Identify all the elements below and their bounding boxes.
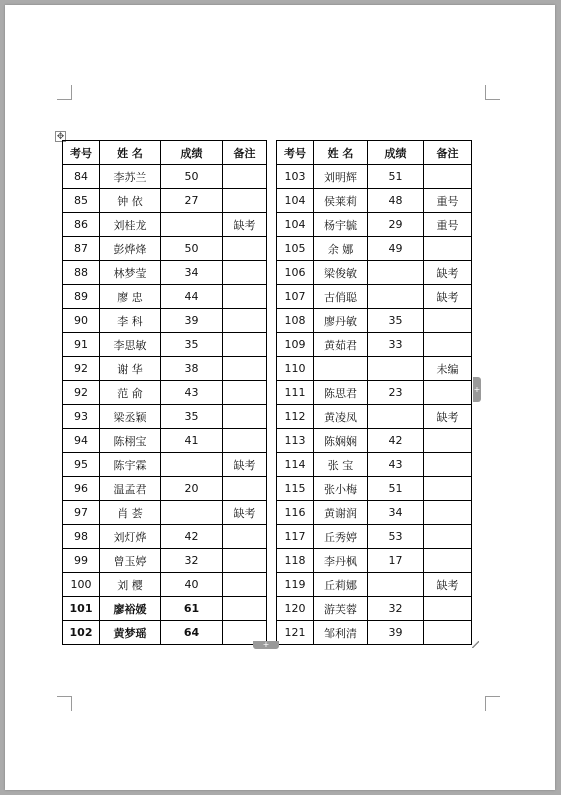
cell-name[interactable]: 陈栩宝 — [100, 429, 161, 453]
cell-score[interactable]: 48 — [368, 189, 424, 213]
cell-id[interactable]: 120 — [277, 597, 314, 621]
table-row — [63, 405, 267, 429]
cell-id[interactable]: 106 — [277, 261, 314, 285]
cell-note[interactable] — [223, 381, 267, 405]
cell-name[interactable]: 李苏兰 — [100, 165, 161, 189]
cell-name[interactable]: 黄凌凤 — [314, 405, 368, 429]
cell-id[interactable]: 86 — [63, 213, 100, 237]
cell-note[interactable] — [223, 477, 267, 501]
cell-name[interactable]: 黄谢润 — [314, 501, 368, 525]
cell-id[interactable]: 97 — [63, 501, 100, 525]
cell-note[interactable]: 缺考 — [424, 261, 472, 285]
add-row-plus-icon[interactable]: + — [253, 641, 279, 649]
cell-name[interactable] — [314, 357, 368, 381]
cell-note[interactable]: 重号 — [424, 189, 472, 213]
cell-score[interactable]: 29 — [368, 213, 424, 237]
cell-name[interactable]: 余 娜 — [314, 237, 368, 261]
header-note: 备注 — [424, 141, 472, 165]
cell-name[interactable]: 黄梦瑶 — [100, 621, 161, 645]
table-row — [63, 477, 267, 501]
cell-note[interactable] — [223, 165, 267, 189]
cell-score[interactable]: 51 — [368, 477, 424, 501]
cell-score[interactable] — [161, 213, 223, 237]
cell-note[interactable] — [223, 261, 267, 285]
header-id: 考号 — [63, 141, 100, 165]
score-table-right — [276, 140, 472, 645]
table-row — [63, 453, 267, 477]
cell-name[interactable]: 梁俊敏 — [314, 261, 368, 285]
table-row — [277, 597, 472, 621]
table-resize-icon[interactable] — [472, 641, 479, 648]
cell-name[interactable]: 侯莱莉 — [314, 189, 368, 213]
header-name: 姓 名 — [314, 141, 368, 165]
table-row — [63, 549, 267, 573]
cell-id[interactable]: 98 — [63, 525, 100, 549]
cell-score[interactable]: 51 — [368, 165, 424, 189]
table-move-handle-icon[interactable]: ✥ — [56, 132, 65, 142]
cell-name[interactable]: 肖 荟 — [100, 501, 161, 525]
cell-note[interactable] — [223, 333, 267, 357]
table-row — [277, 165, 472, 189]
header-name: 姓 名 — [100, 141, 161, 165]
cell-id[interactable]: 107 — [277, 285, 314, 309]
cell-name[interactable]: 林梦莹 — [100, 261, 161, 285]
cell-note[interactable] — [223, 525, 267, 549]
table-row — [277, 381, 472, 405]
cell-score[interactable]: 64 — [161, 621, 223, 645]
cell-note[interactable] — [223, 573, 267, 597]
cell-name[interactable]: 古俏聪 — [314, 285, 368, 309]
cell-id[interactable]: 110 — [277, 357, 314, 381]
cell-id[interactable]: 101 — [63, 597, 100, 621]
cell-id[interactable]: 87 — [63, 237, 100, 261]
cell-name[interactable]: 谢 华 — [100, 357, 161, 381]
cell-name[interactable]: 彭烨烽 — [100, 237, 161, 261]
cell-name[interactable]: 陈宇霖 — [100, 453, 161, 477]
cell-score[interactable]: 32 — [368, 597, 424, 621]
cell-note[interactable]: 缺考 — [424, 573, 472, 597]
cell-id[interactable]: 111 — [277, 381, 314, 405]
table-row — [63, 621, 267, 645]
cell-score[interactable]: 23 — [368, 381, 424, 405]
cell-score[interactable] — [368, 405, 424, 429]
table-row — [63, 525, 267, 549]
cell-id[interactable]: 121 — [277, 621, 314, 645]
cell-name[interactable]: 张 宝 — [314, 453, 368, 477]
cell-note[interactable]: 缺考 — [223, 213, 267, 237]
table-row — [63, 213, 267, 237]
cell-note[interactable]: 缺考 — [223, 453, 267, 477]
cell-id[interactable]: 92 — [63, 381, 100, 405]
cell-note[interactable] — [223, 549, 267, 573]
header-score: 成绩 — [161, 141, 223, 165]
cell-note[interactable]: 缺考 — [223, 501, 267, 525]
cell-score[interactable]: 33 — [368, 333, 424, 357]
cell-name[interactable]: 丘秀婷 — [314, 525, 368, 549]
table-row — [277, 405, 472, 429]
cell-name[interactable]: 廖丹敏 — [314, 309, 368, 333]
table-row — [277, 357, 472, 381]
cell-note[interactable] — [223, 405, 267, 429]
cell-note[interactable] — [223, 237, 267, 261]
cell-note[interactable] — [223, 189, 267, 213]
cell-score[interactable]: 53 — [368, 525, 424, 549]
cell-score[interactable]: 17 — [368, 549, 424, 573]
table-row — [63, 597, 267, 621]
cell-id[interactable]: 114 — [277, 453, 314, 477]
cell-note[interactable] — [424, 237, 472, 261]
table-row — [277, 429, 472, 453]
cell-name[interactable]: 刘灯烨 — [100, 525, 161, 549]
cell-name[interactable]: 范 俞 — [100, 381, 161, 405]
cell-name[interactable]: 曾玉婷 — [100, 549, 161, 573]
cell-name[interactable]: 李思敏 — [100, 333, 161, 357]
cell-score[interactable]: 34 — [368, 501, 424, 525]
cell-id[interactable]: 113 — [277, 429, 314, 453]
cell-name[interactable]: 刘桂龙 — [100, 213, 161, 237]
table-row — [277, 309, 472, 333]
cell-score[interactable]: 27 — [161, 189, 223, 213]
table-row — [277, 237, 472, 261]
table-row — [277, 621, 472, 645]
header-note: 备注 — [223, 141, 267, 165]
cell-name[interactable]: 张小梅 — [314, 477, 368, 501]
cell-id[interactable]: 104 — [277, 189, 314, 213]
cell-score[interactable]: 39 — [368, 621, 424, 645]
cell-name[interactable]: 刘明辉 — [314, 165, 368, 189]
header-score: 成绩 — [368, 141, 424, 165]
table-row — [277, 333, 472, 357]
table-header-row — [63, 141, 267, 165]
cell-name[interactable]: 杨宇毓 — [314, 213, 368, 237]
cell-score[interactable]: 35 — [368, 309, 424, 333]
cell-id[interactable]: 100 — [63, 573, 100, 597]
cell-name[interactable]: 刘 樱 — [100, 573, 161, 597]
cell-score[interactable]: 38 — [161, 357, 223, 381]
cell-id[interactable]: 116 — [277, 501, 314, 525]
crop-mark-top-left — [57, 85, 72, 100]
table-row — [63, 381, 267, 405]
cell-id[interactable]: 108 — [277, 309, 314, 333]
table-row — [63, 573, 267, 597]
cell-score[interactable]: 40 — [161, 573, 223, 597]
cell-score[interactable]: 61 — [161, 597, 223, 621]
cell-name[interactable]: 黄茹君 — [314, 333, 368, 357]
cell-score[interactable] — [161, 453, 223, 477]
table-row — [63, 429, 267, 453]
cell-score[interactable]: 41 — [161, 429, 223, 453]
cell-name[interactable]: 陈思君 — [314, 381, 368, 405]
table-header-row — [277, 141, 472, 165]
cell-id[interactable]: 119 — [277, 573, 314, 597]
cell-score[interactable] — [368, 285, 424, 309]
cell-id[interactable]: 92 — [63, 357, 100, 381]
table-row — [63, 309, 267, 333]
cell-note[interactable] — [424, 597, 472, 621]
table-row — [63, 189, 267, 213]
cell-note[interactable] — [424, 477, 472, 501]
cell-score[interactable]: 50 — [161, 237, 223, 261]
cell-name[interactable]: 廖 忠 — [100, 285, 161, 309]
add-column-plus-icon[interactable]: + — [473, 377, 481, 402]
cell-note[interactable] — [424, 549, 472, 573]
cell-score[interactable]: 43 — [161, 381, 223, 405]
cell-note[interactable]: 缺考 — [424, 405, 472, 429]
cell-note[interactable] — [424, 333, 472, 357]
table-row — [277, 549, 472, 573]
cell-id[interactable]: 103 — [277, 165, 314, 189]
cell-score[interactable]: 42 — [368, 429, 424, 453]
table-row — [63, 261, 267, 285]
cell-score[interactable]: 35 — [161, 405, 223, 429]
cell-note[interactable] — [424, 165, 472, 189]
cell-score[interactable] — [368, 357, 424, 381]
cell-note[interactable]: 重号 — [424, 213, 472, 237]
table-row — [63, 501, 267, 525]
cell-score[interactable]: 43 — [368, 453, 424, 477]
cell-score[interactable]: 42 — [161, 525, 223, 549]
cell-id[interactable]: 94 — [63, 429, 100, 453]
cell-id[interactable]: 93 — [63, 405, 100, 429]
cell-name[interactable]: 廖裕媛 — [100, 597, 161, 621]
crop-mark-bottom-left — [57, 696, 72, 711]
table-row — [277, 213, 472, 237]
cell-score[interactable]: 32 — [161, 549, 223, 573]
cell-note[interactable] — [223, 597, 267, 621]
cell-id[interactable]: 117 — [277, 525, 314, 549]
cell-note[interactable] — [223, 285, 267, 309]
cell-id[interactable]: 115 — [277, 477, 314, 501]
cell-name[interactable]: 钟 依 — [100, 189, 161, 213]
cell-id[interactable]: 102 — [63, 621, 100, 645]
table-row — [277, 453, 472, 477]
cell-id[interactable]: 99 — [63, 549, 100, 573]
cell-name[interactable]: 李丹枫 — [314, 549, 368, 573]
table-row — [277, 285, 472, 309]
cell-name[interactable]: 游芙蓉 — [314, 597, 368, 621]
table-row — [277, 261, 472, 285]
cell-score[interactable] — [368, 261, 424, 285]
cell-note[interactable] — [223, 357, 267, 381]
cell-id[interactable]: 112 — [277, 405, 314, 429]
cell-note[interactable] — [424, 429, 472, 453]
cell-score[interactable] — [161, 501, 223, 525]
cell-note[interactable] — [424, 501, 472, 525]
cell-score[interactable]: 49 — [368, 237, 424, 261]
cell-note[interactable]: 未编 — [424, 357, 472, 381]
cell-score[interactable]: 44 — [161, 285, 223, 309]
cell-id[interactable]: 105 — [277, 237, 314, 261]
table-row — [277, 501, 472, 525]
table-row — [277, 573, 472, 597]
cell-id[interactable]: 91 — [63, 333, 100, 357]
cell-score[interactable]: 35 — [161, 333, 223, 357]
cell-score[interactable]: 50 — [161, 165, 223, 189]
cell-id[interactable]: 109 — [277, 333, 314, 357]
cell-name[interactable]: 梁丞颖 — [100, 405, 161, 429]
cell-note[interactable] — [424, 309, 472, 333]
cell-name[interactable]: 邹利清 — [314, 621, 368, 645]
score-table-left — [62, 140, 267, 645]
cell-note[interactable] — [223, 309, 267, 333]
cell-id[interactable]: 104 — [277, 213, 314, 237]
table-row — [63, 165, 267, 189]
cell-note[interactable] — [424, 381, 472, 405]
cell-note[interactable] — [424, 621, 472, 645]
cell-score[interactable]: 20 — [161, 477, 223, 501]
table-row — [63, 357, 267, 381]
cell-note[interactable]: 缺考 — [424, 285, 472, 309]
cell-note[interactable] — [424, 525, 472, 549]
cell-id[interactable]: 84 — [63, 165, 100, 189]
cell-score[interactable]: 34 — [161, 261, 223, 285]
cell-id[interactable]: 96 — [63, 477, 100, 501]
cell-name[interactable]: 陈娴娴 — [314, 429, 368, 453]
cell-name[interactable]: 李 科 — [100, 309, 161, 333]
table-row — [277, 525, 472, 549]
table-row — [63, 333, 267, 357]
cell-id[interactable]: 118 — [277, 549, 314, 573]
table-row — [63, 237, 267, 261]
cell-note[interactable] — [223, 429, 267, 453]
cell-id[interactable]: 90 — [63, 309, 100, 333]
table-row — [63, 285, 267, 309]
table-row — [277, 189, 472, 213]
cell-id[interactable]: 85 — [63, 189, 100, 213]
cell-name[interactable]: 丘莉娜 — [314, 573, 368, 597]
crop-mark-bottom-right — [485, 696, 500, 711]
cell-score[interactable]: 39 — [161, 309, 223, 333]
header-id: 考号 — [277, 141, 314, 165]
cell-id[interactable]: 88 — [63, 261, 100, 285]
cell-score[interactable] — [368, 573, 424, 597]
cell-id[interactable]: 89 — [63, 285, 100, 309]
crop-mark-top-right — [485, 85, 500, 100]
cell-id[interactable]: 95 — [63, 453, 100, 477]
cell-name[interactable]: 温孟君 — [100, 477, 161, 501]
table-row — [277, 477, 472, 501]
cell-note[interactable] — [424, 453, 472, 477]
